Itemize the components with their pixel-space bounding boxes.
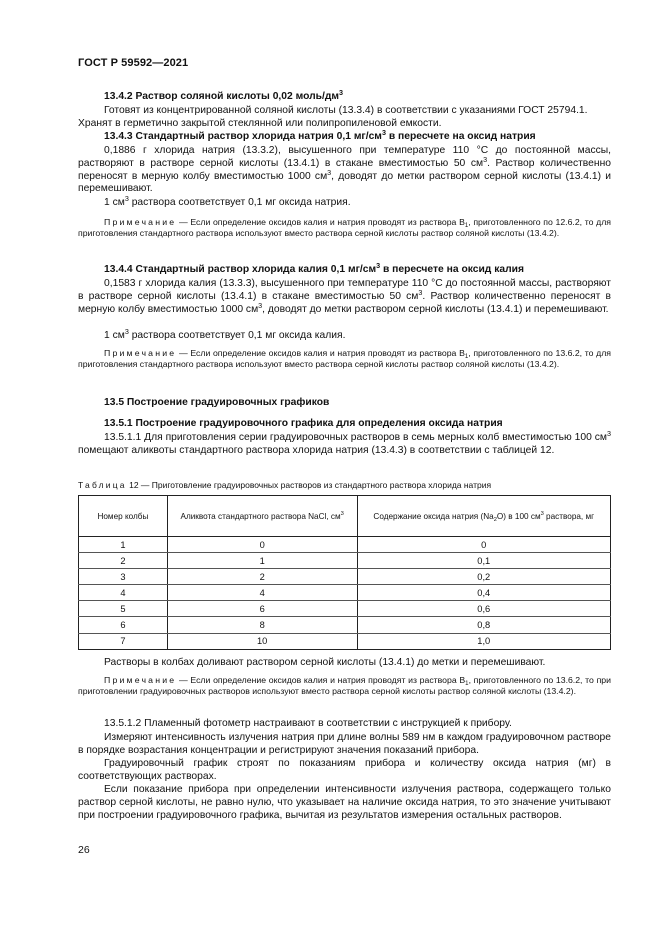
section-13-4-4-note: Примечание — Если определение оксидов калия и натрия проводят из раствора $В_1$, приготовленного по 13.6.2, то для приготовления стандартного раствора используют вместо раствора серной кислоты раствор соляной кислоты (13.4.2). (78, 348, 611, 370)
after-table-paragraph: Растворы в колбах доливают раствором серной кислоты (13.4.1) до метки и перемешивают. (104, 657, 546, 668)
table-row (79, 617, 611, 633)
cell-flask-number: 1 (79, 537, 168, 553)
cell-content: 1,0 (357, 633, 611, 649)
section-13-4-4-equivalence: 1 $см^3$ раствора соответствует 0,1 мг оксида калия. (104, 327, 346, 341)
section-13-5-1-2-p4: Если показание прибора при определении интенсивности излучения раствора, содержащего только раствор серной кислоты, не равно нулю, что указывает на наличие оксида натрия, то это значение учитывают при построении градуировочного графика, вычитая из результатов измерения остальных растворов. (78, 784, 611, 821)
section-13-4-3-note: Примечание — Если определение оксидов калия и натрия проводят из раствора $В_1$, приготовленного по 12.6.2, то для приготовления стандартного раствора используют вместо раствора серной кислоты раствор соляной кислоты (13.4.2). (78, 217, 611, 239)
cell-content: 0,2 (357, 569, 611, 585)
standard-header: ГОСТ Р 59592—2021 (78, 57, 189, 69)
cell-aliquot: 1 (167, 553, 357, 569)
cell-flask-number: 5 (79, 601, 168, 617)
section-13-4-4-title: 13.4.4 Стандартный раствор хлорида калия 0,1 $мг/см^3$ в пересчете на оксид калия (104, 261, 524, 275)
cell-aliquot: 10 (167, 633, 357, 649)
cell-aliquot: 0 (167, 537, 357, 553)
table-row (79, 553, 611, 569)
calibration-table (78, 495, 611, 650)
cell-flask-number: 7 (79, 633, 168, 649)
cell-content: 0,6 (357, 601, 611, 617)
page-number: 26 (78, 844, 90, 856)
table-row (79, 633, 611, 649)
table-row (79, 601, 611, 617)
table-header-row (79, 496, 611, 537)
cell-aliquot: 6 (167, 601, 357, 617)
after-table-note: Примечание — Если определение оксидов калия и натрия проводят из раствора $В_1$, приготовленного по 13.6.2, то при приготовлении градуировочных растворов используют вместо раствора серной кислоты раствор соляной кислоты (13.4.2). (78, 675, 611, 697)
section-13-5-title: 13.5 Построение градуировочных графиков (104, 397, 330, 408)
table-row (79, 569, 611, 585)
cell-flask-number: 4 (79, 585, 168, 601)
cell-flask-number: 3 (79, 569, 168, 585)
table-row (79, 585, 611, 601)
table-caption: Таблица 12 — Приготовление градуировочных растворов из стандартного раствора хлорида натрия (78, 480, 492, 490)
cell-content: 0,4 (357, 585, 611, 601)
cell-aliquot: 2 (167, 569, 357, 585)
section-13-4-2-title: 13.4.2 Раствор соляной кислоты 0,02 моль/$дм^3$ (104, 88, 344, 102)
section-13-4-2-text: Готовят из концентрированной соляной кислоты (13.3.4) в соответствии с указаниями ГОСТ 25794.1. Хранят в герметично закрытой стеклянной или полипропиленовой емкости. (78, 105, 588, 129)
section-13-5-1-title: 13.5.1 Построение градуировочного графика для определения оксида натрия (104, 418, 503, 429)
section-13-4-3-title: 13.4.3 Стандартный раствор хлорида натрия 0,1 $мг/см^3$ в пересчете на оксид натрия (104, 128, 536, 142)
section-13-4-3-paragraph: 0,1886 г хлорида натрия (13.3.2), высушенного при температуре 110 °С до постоянной массы, растворяют в растворе серной кислоты (13.4.1) в стакане вместимостью 50 $см^3$. Раствор количественно переносят в мерную колбу вместимостью 1000 $см^3$, доводят до метки раствором серной кислоты (13.4.1) и перемешивают. (78, 145, 611, 195)
cell-content: 0,1 (357, 553, 611, 569)
column-header-aliquot: Аликвота стандартного раствора NaCl, $см^3$ (167, 496, 357, 537)
section-13-5-1-2-p2: Измеряют интенсивность излучения натрия при длине волны 589 нм в каждом градуировочном растворе в порядке возрастания концентрации и регистрируют значения показаний прибора. (78, 732, 611, 756)
table-row (79, 537, 611, 553)
section-13-4-3-equivalence: 1 $см^3$ раствора соответствует 0,1 мг оксида натрия. (104, 194, 351, 208)
column-header-flask-number: Номер колбы (79, 496, 168, 537)
cell-aliquot: 4 (167, 585, 357, 601)
section-13-5-1-2-p1: 13.5.1.2 Пламенный фотометр настраивают в соответствии с инструкцией к прибору. (104, 718, 512, 729)
cell-content: 0,8 (357, 617, 611, 633)
column-header-sodium-oxide-content: Содержание оксида натрия $(Na_2O)$ в 100 $см^3$ раствора, мг (357, 496, 611, 537)
cell-flask-number: 6 (79, 617, 168, 633)
cell-aliquot: 8 (167, 617, 357, 633)
section-13-5-1-1-paragraph: 13.5.1.1 Для приготовления серии градуировочных растворов в семь мерных колб вместимостью 100 $см^3$ помещают аликвоты стандартного раствора хлорида натрия (13.4.3) в соответствии с таблицей 12. (78, 429, 611, 456)
cell-content: 0 (357, 537, 611, 553)
section-13-5-1-2-p3: Градуировочный график строят по показаниям прибора и количеству оксида натрия (мг) в соответствующих растворах. (78, 758, 611, 782)
cell-flask-number: 2 (79, 553, 168, 569)
section-13-4-4-paragraph: 0,1583 г хлорида калия (13.3.3), высушенного при температуре 110 °С до постоянной массы, растворяют в растворе серной кислоты (13.4.1) в стакане вместимостью 50 $см^3$. Раствор количественно переносят в мерную колбу вместимостью 1000 $см^3$, доводят до метки раствором серной кислоты (13.4.1) и перемешивают. (78, 278, 612, 315)
